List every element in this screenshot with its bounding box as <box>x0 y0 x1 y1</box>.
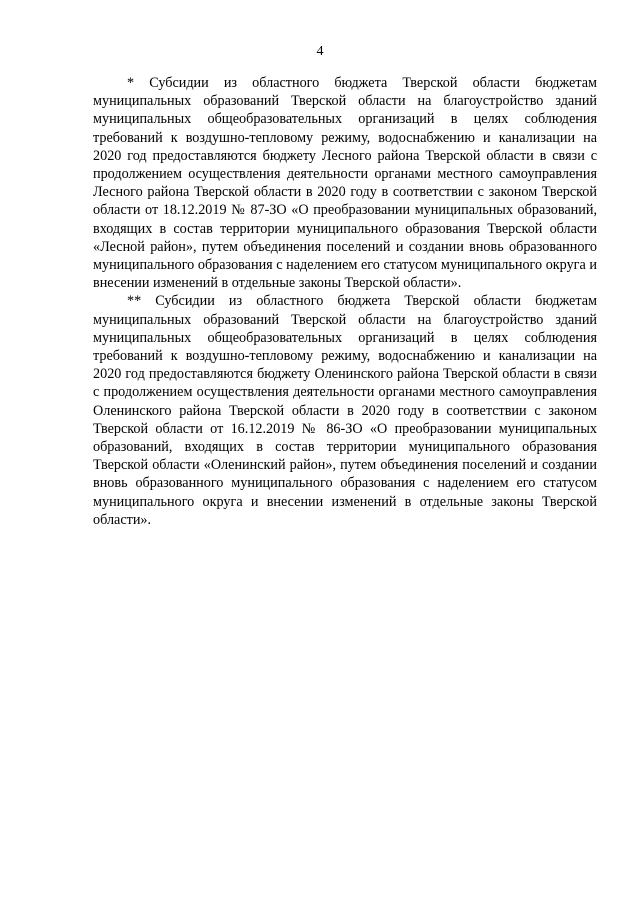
page-number: 4 <box>316 44 324 59</box>
footnotes-block <box>93 74 597 529</box>
footnote-oleninsky: ** Субсидии из областного бюджета Тверской области бюджетам муниципальных образований Тверской области на благоустройство зданий муниципальных общеобразовательных организаций в целях соблюдения требований к воздушно-тепловому режиму, водоснабжению и канализации на 2020 год предоставляются бюджету Оленинского района Тверской области в связи с продолжением осуществления деятельности органами местного самоуправления Оленинского района Тверской области в 2020 году в соответствии с законом Тверской области от 16.12.2019 № 86-ЗО «О преобразовании муниципальных образований, входящих в состав территории муниципального образования Тверской области «Оленинский район», путем объединения поселений и создании вновь образованного муниципального образования с наделением его статусом муниципального округа и внесении изменений в отдельные законы Тверской области». <box>93 293 597 528</box>
footnote-lesnoy: * Субсидии из областного бюджета Тверской области бюджетам муниципальных образований Тверской области на благоустройство зданий муниципальных общеобразовательных организаций в целях соблюдения требований к воздушно-тепловому режиму, водоснабжению и канализации на 2020 год предоставляются бюджету Лесного района Тверской области в связи с продолжением осуществления деятельности органами местного самоуправления Лесного района Тверской области в 2020 году в соответствии с законом Тверской области от 18.12.2019 № 87-ЗО «О преобразовании муниципальных образований, входящих в состав территории муниципального образования Тверской области «Лесной район», путем объединения поселений и создании вновь образованного муниципального образования с наделением его статусом муниципального округа и внесении изменений в отдельные законы Тверской области». <box>93 75 597 292</box>
